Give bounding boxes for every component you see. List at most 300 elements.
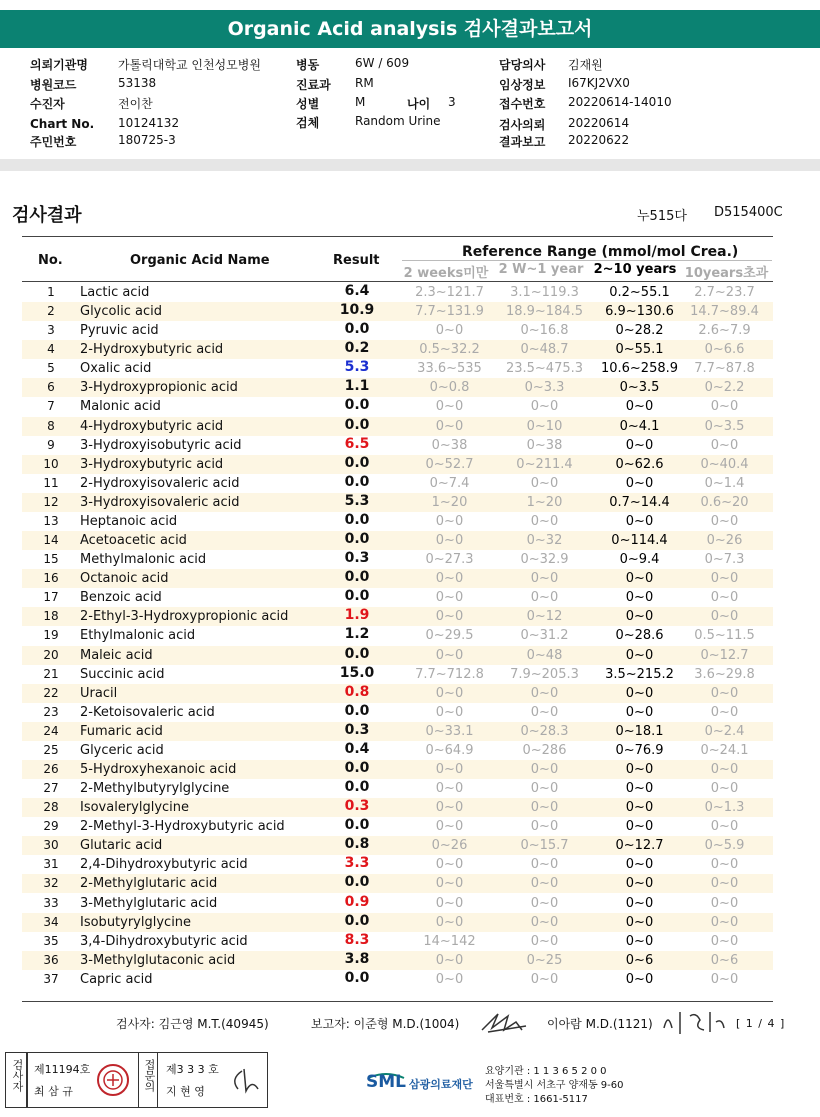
row-no: 16 [43,571,59,586]
result-value: 0.3 [344,798,370,815]
result-value: 8.3 [344,931,370,948]
result-value: 0.8 [344,683,370,700]
row-no: 14 [43,533,59,548]
ref-2weeks: 0~0 [435,914,464,930]
table-row [22,607,773,626]
acid-name: Isobutyrylglycine [80,914,192,930]
ref-2w-1y: 0~0 [530,781,559,797]
ref-2-10y: 0~0 [625,571,654,587]
ref-2weeks: 0~0 [435,857,464,873]
ref-2weeks: 0~0 [435,971,464,987]
acid-name: 2,4-Dihydroxybutyric acid [80,857,248,873]
ref-2-10y: 0~0 [625,399,654,415]
acid-name: Capric acid [80,971,153,987]
code-2: D515400C [714,205,783,220]
ref-2w-1y: 0~15.7 [520,838,569,854]
ref-2-10y: 0~0 [625,685,654,701]
acid-name: 3-Hydroxyisovaleric acid [80,494,240,510]
acid-name: Heptanoic acid [80,513,178,529]
ref-2-10y: 0~9.4 [619,552,660,568]
ref-2w-1y: 0~31.2 [520,628,569,644]
ref-10y-plus: 0~0 [710,781,739,797]
acid-name: 3-Hydroxypropionic acid [80,380,238,396]
ref-10y-plus: 0~0 [710,704,739,720]
ref-10y-plus: 0~0 [710,914,739,930]
ref-10y-plus: 0~5.9 [704,838,745,854]
footer-left-line2: 최 삼 규 [34,1085,73,1098]
ref-10y-plus: 0~2.2 [704,380,745,396]
result-value: 1.2 [344,626,370,643]
ref-2-10y: 0~0 [625,609,654,625]
ref-2-10y: 0~55.1 [615,342,664,358]
ref-2w-1y: 0~0 [530,513,559,529]
ref-2weeks: 0~52.7 [425,456,474,472]
row-no: 12 [43,494,59,509]
acid-name: 5-Hydroxyhexanoic acid [80,762,237,777]
result-value: 0.0 [344,416,370,433]
acid-name: 3-Hydroxybutyric acid [80,456,224,472]
info-label: 진료과 [296,78,331,92]
col-header-no: No. [38,253,63,268]
row-no: 18 [43,609,59,624]
row-no: 3 [47,323,55,338]
acid-name: Fumaric acid [80,723,163,739]
ref-2w-1y: 0~32 [526,533,563,549]
result-value: 0.0 [344,760,370,776]
ref-2w-1y: 0~0 [530,590,559,606]
ref-10y-plus: 0~3.5 [704,418,745,434]
ref-10y-plus: 0~0 [710,933,739,949]
result-value: 15.0 [339,664,375,681]
ref-2-10y: 0~0 [625,857,654,873]
ref-col-4: 10years초과 [684,266,769,281]
patient-info [0,50,820,171]
ref-10y-plus: 2.6~7.9 [698,323,751,339]
ref-2w-1y: 0~0 [530,475,559,491]
ref-2-10y: 0~0 [625,762,654,777]
ref-2-10y: 0~0 [625,513,654,529]
ref-10y-plus: 0~1.3 [704,800,745,816]
code-1: 누515다 [637,209,687,224]
table-row [22,913,773,932]
row-no: 13 [43,513,59,528]
ref-10y-plus: 0~0 [710,399,739,415]
table-row [22,703,773,722]
row-no: 32 [43,876,59,891]
ref-2weeks: 0~0 [435,876,464,892]
result-value: 0.0 [344,569,370,586]
col-header-name: Organic Acid Name [130,253,270,268]
row-no: 19 [43,628,59,643]
table-row [22,436,773,455]
row-no: 36 [43,952,59,967]
ref-2w-1y: 0~28.3 [520,723,569,739]
info-value: 전이찬 [118,97,153,111]
result-value: 5.3 [344,359,370,376]
ref-2weeks: 0~0 [435,399,464,415]
info-value: 180725-3 [118,133,176,147]
row-no: 34 [43,914,59,929]
table-row [22,359,773,378]
ref-2weeks: 0~38 [431,437,468,453]
ref-2-10y: 0~0 [625,800,654,816]
ref-2-10y: 0~18.1 [615,723,664,739]
ref-2w-1y: 3.1~119.3 [510,285,579,300]
table-row [22,512,773,531]
acid-name: 2-Methyl-3-Hydroxybutyric acid [80,819,285,835]
table-row [22,741,773,760]
result-value: 0.0 [344,454,370,471]
result-value: 0.0 [344,779,370,796]
ref-10y-plus: 0~0 [710,571,739,587]
row-no: 20 [43,647,59,662]
result-value: 0.3 [344,721,370,738]
ref-10y-plus: 0~6 [710,952,739,968]
result-value: 3.3 [344,855,370,872]
ref-2-10y: 0~28.2 [615,323,664,339]
col-header-reference: Reference Range (mmol/mol Crea.) [462,244,739,260]
row-no: 7 [47,399,55,414]
info-value: M [355,95,366,109]
ref-2-10y: 0~0 [625,819,654,835]
acid-name: Octanoic acid [80,571,169,587]
ref-2-10y: 0~0 [625,876,654,892]
ref-2weeks: 0.5~32.2 [419,342,480,358]
ref-10y-plus: 0~24.1 [700,742,749,758]
ref-2w-1y: 1~20 [526,494,563,510]
info-label: 검사의뢰 [499,118,546,132]
table-row [22,283,773,302]
acid-name: Ethylmalonic acid [80,628,196,644]
table-row [22,531,773,550]
ref-2weeks: 0~27.3 [425,552,474,568]
result-value: 0.2 [344,340,370,357]
result-value: 0.9 [344,893,370,910]
ref-10y-plus: 0~0 [710,590,739,606]
ref-2-10y: 10.6~258.9 [600,361,679,377]
row-no: 5 [47,361,55,376]
ref-2w-1y: 0~32.9 [520,552,569,568]
ref-2weeks: 0~0 [435,418,464,434]
ref-2-10y: 0~0 [625,704,654,720]
footer-mid-line2: 지 현 영 [166,1085,205,1098]
ref-10y-plus: 0~0 [710,895,739,911]
acid-name: 3-Methylglutaric acid [80,895,218,911]
info-label: 담당의사 [499,58,546,72]
ref-2weeks: 7.7~712.8 [415,666,484,682]
ref-2-10y: 0~0 [625,933,654,949]
ref-2weeks: 7.7~131.9 [415,304,484,320]
result-value: 0.0 [344,531,370,548]
row-no: 25 [43,742,59,757]
ref-2w-1y: 0~12 [526,609,563,625]
table-row [22,722,773,741]
ref-10y-plus: 0~12.7 [700,647,749,663]
ref-2w-1y: 0~0 [530,685,559,701]
table-row [22,836,773,855]
ref-2weeks: 2.3~121.7 [415,285,484,300]
ref-10y-plus: 0~6.6 [704,342,745,358]
info-value: I67KJ2VX0 [568,76,630,90]
ref-2weeks: 0~0 [435,895,464,911]
ref-2w-1y: 0~0 [530,971,559,987]
acid-name: Oxalic acid [80,361,152,377]
table-row [22,932,773,951]
section-title: 검사결과 [12,205,82,226]
ref-2weeks: 0~26 [431,838,468,854]
ref-2-10y: 0~0 [625,895,654,911]
ref-2weeks: 0~0 [435,952,464,968]
ref-2w-1y: 0~48 [526,647,563,663]
table-row [22,493,773,512]
table-row [22,760,773,779]
ref-2weeks: 0~0 [435,533,464,549]
ref-10y-plus: 0~0 [710,876,739,892]
ref-col-1: 2 weeks미만 [403,266,489,281]
ref-2w-1y: 0~0 [530,571,559,587]
ref-10y-plus: 7.7~87.8 [694,361,755,377]
ref-10y-plus: 0~0 [710,609,739,625]
row-no: 6 [47,380,55,395]
info-value: 53138 [118,76,157,90]
row-no: 24 [43,723,59,738]
info-value: 20220614 [568,116,630,130]
ref-2weeks: 0~33.1 [425,723,474,739]
ref-2w-1y: 18.9~184.5 [505,304,584,320]
footer-stamps [5,1052,268,1108]
ref-2-10y: 0~0 [625,475,654,491]
ref-2-10y: 0~0 [625,437,654,453]
ref-2w-1y: 0~0 [530,399,559,415]
acid-name: Isovalerylglycine [80,800,190,816]
acid-name: Succinic acid [80,666,165,682]
ref-2weeks: 0~0 [435,800,464,816]
ref-2-10y: 0~114.4 [611,533,668,549]
ref-2-10y: 0~0 [625,971,654,987]
footer-left-line1: 제11194호 [34,1063,91,1076]
row-no: 8 [47,418,55,433]
page-indicator: [ 1 / 4 ] [736,1017,786,1030]
ref-10y-plus: 0~40.4 [700,456,749,472]
table-row [22,665,773,684]
table-row [22,588,773,607]
ref-10y-plus: 0~0 [710,762,739,777]
info-label: 수진자 [30,97,65,111]
info-label: 주민번호 [30,135,77,149]
ref-2weeks: 0~0 [435,609,464,625]
acid-name: 2-Hydroxybutyric acid [80,342,224,358]
result-value: 0.0 [344,702,370,719]
ref-2-10y: 0~0 [625,781,654,797]
acid-name: Uracil [80,685,118,701]
acid-name: Acetoacetic acid [80,533,187,549]
table-row [22,874,773,893]
ref-2weeks: 14~142 [423,933,476,949]
ref-2w-1y: 0~3.3 [524,380,565,396]
info-value: Random Urine [355,114,441,128]
signature-3 [228,1065,262,1095]
ref-2-10y: 0~3.5 [619,380,660,396]
ref-2-10y: 0~0 [625,914,654,930]
ref-2weeks: 0~0 [435,571,464,587]
footer-mid-line1: 제3 3 3 호 [166,1063,219,1076]
acid-name: 2-Methylbutyrylglycine [80,781,230,797]
row-no: 1 [47,285,55,299]
result-value: 0.0 [344,645,370,662]
ref-2w-1y: 0~211.4 [516,456,573,472]
ref-2weeks: 0~29.5 [425,628,474,644]
org-name: 삼광의료재단 [409,1078,473,1091]
row-no: 15 [43,552,59,567]
row-no: 4 [47,342,55,357]
ref-2-10y: 0~28.6 [615,628,664,644]
ref-2-10y: 0~6 [625,952,654,968]
row-no: 2 [47,304,55,319]
age-value: 3 [448,95,456,109]
col-header-result: Result [333,253,380,268]
result-value: 1.1 [344,378,370,395]
signature-1 [478,1008,533,1036]
result-value: 3.8 [344,950,370,967]
ref-2w-1y: 23.5~475.3 [505,361,584,377]
table-row [22,569,773,588]
ref-2weeks: 0~0 [435,513,464,529]
ref-2w-1y: 0~48.7 [520,342,569,358]
table-row [22,798,773,817]
table-row [22,455,773,474]
row-no: 28 [43,800,59,815]
result-value: 0.0 [344,874,370,891]
ref-2-10y: 3.5~215.2 [605,666,674,682]
ref-10y-plus: 2.7~23.7 [694,285,755,300]
ref-10y-plus: 0~0 [710,513,739,529]
ref-2weeks: 0~0 [435,781,464,797]
seal-icon [96,1063,130,1097]
table-row [22,550,773,569]
result-value: 1.9 [344,607,370,624]
info-value: RM [355,76,374,90]
reporter-2: 이아람 M.D.(1121) [547,1017,653,1031]
row-no: 17 [43,590,59,605]
ref-2w-1y: 0~0 [530,819,559,835]
ref-10y-plus: 0~0 [710,685,739,701]
table-row [22,378,773,397]
row-no: 30 [43,838,59,853]
footer-address-1: 요양기관 : 1 1 3 6 5 2 0 0 [485,1066,607,1077]
result-value: 6.4 [344,283,370,299]
ref-2weeks: 0~7.4 [429,475,470,491]
ref-10y-plus: 0~0 [710,857,739,873]
info-value: 가톨릭대학교 인천성모병원 [118,58,261,72]
row-no: 31 [43,857,59,872]
info-label: 병원코드 [30,78,77,92]
table-row [22,779,773,798]
acid-name: 3-Hydroxyisobutyric acid [80,437,242,453]
info-value: 20220622 [568,133,630,147]
info-label: Chart No. [30,117,95,131]
info-label: 의뢰기관명 [30,58,88,72]
ref-2-10y: 0~0 [625,647,654,663]
ref-2w-1y: 0~0 [530,704,559,720]
ref-10y-plus: 0~0 [710,819,739,835]
acid-name: Methylmalonic acid [80,552,207,568]
ref-2w-1y: 7.9~205.3 [510,666,579,682]
info-label: 병동 [296,58,320,72]
table-row [22,397,773,416]
row-no: 35 [43,933,59,948]
result-value: 10.9 [339,302,375,319]
ref-col-3: 2~10 years [593,262,677,277]
table-row [22,646,773,665]
table-row [22,951,773,970]
ref-2weeks: 0~0 [435,685,464,701]
ref-10y-plus: 0~26 [706,533,743,549]
row-no: 21 [43,666,59,681]
row-no: 37 [43,971,59,986]
result-value: 0.0 [344,511,370,528]
ref-2-10y: 0~0 [625,590,654,606]
ref-col-2: 2 W~1 year [498,262,584,277]
acid-name: 3-Methylglutaconic acid [80,952,236,968]
table-row [22,321,773,340]
acid-name: 2-Hydroxyisovaleric acid [80,475,240,491]
row-no: 9 [47,437,55,452]
acid-name: Maleic acid [80,647,153,663]
row-no: 29 [43,819,59,834]
table-row [22,970,773,989]
ref-2-10y: 0~62.6 [615,456,664,472]
ref-2weeks: 33.6~535 [417,361,482,377]
info-label: 접수번호 [499,97,546,111]
acid-name: Lactic acid [80,285,150,300]
ref-2w-1y: 0~286 [522,742,567,758]
footer-address-3: 대표번호 : 1661-5117 [485,1094,588,1105]
ref-2w-1y: 0~0 [530,857,559,873]
result-value: 0.0 [344,321,370,338]
ref-2weeks: 0~0 [435,704,464,720]
info-label: 결과보고 [499,135,546,149]
row-no: 22 [43,685,59,700]
ref-2weeks: 0~0 [435,647,464,663]
ref-2weeks: 0~0.8 [429,380,470,396]
ref-2w-1y: 0~38 [526,437,563,453]
ref-2w-1y: 0~0 [530,876,559,892]
table-row [22,684,773,703]
table-row [22,302,773,321]
result-value: 0.0 [344,473,370,490]
ref-2-10y: 0~76.9 [615,742,664,758]
info-label: 성별 [296,97,320,111]
ref-10y-plus: 3.6~29.8 [694,666,755,682]
acid-name: 3,4-Dihydroxybutyric acid [80,933,248,949]
table-row [22,626,773,645]
ref-10y-plus: 14.7~89.4 [690,304,759,320]
table-row [22,474,773,493]
acid-name: Glyceric acid [80,742,164,758]
ref-2-10y: 0~12.7 [615,838,664,854]
table-row [22,855,773,874]
ref-2weeks: 0~0 [435,819,464,835]
acid-name: Benzoic acid [80,590,162,606]
table-row [22,894,773,913]
report-title: Organic Acid analysis 검사결과보고서 [0,10,820,48]
ref-2w-1y: 0~0 [530,914,559,930]
age-label: 나이 [407,97,431,111]
row-no: 11 [43,475,59,490]
result-value: 0.0 [344,588,370,605]
info-value: 10124132 [118,116,180,130]
table-row [22,340,773,359]
